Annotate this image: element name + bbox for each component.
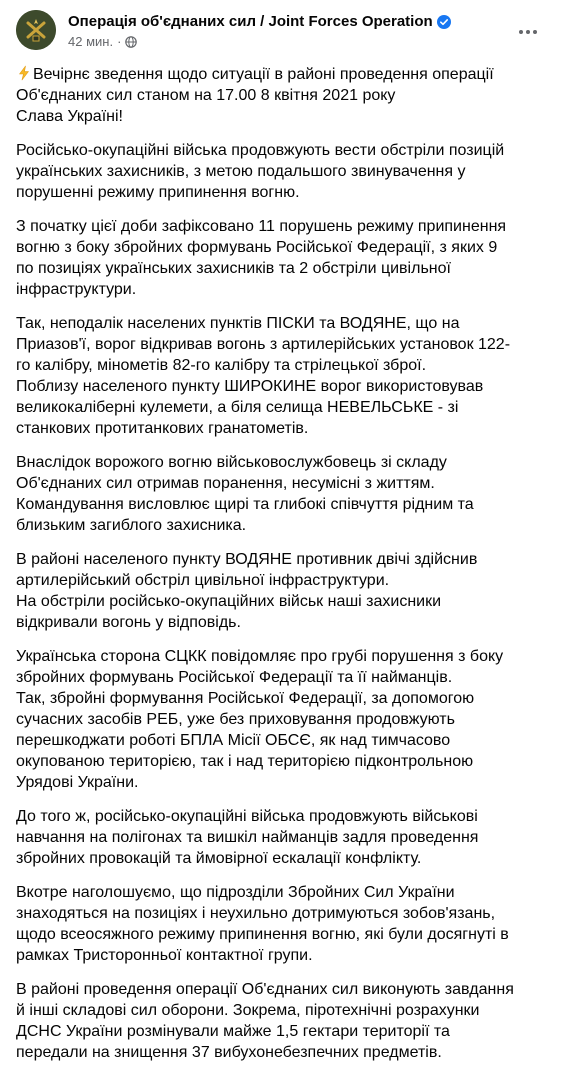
meta-separator: · <box>117 34 122 49</box>
line-text: знаходяться на позиціях і неухильно дотримуються зобов'язань, <box>16 905 496 922</box>
line-text: окупованою територією, так і над територією підконтрольною <box>16 753 474 770</box>
post-text <box>16 64 546 1063</box>
line-text: Об'єднаних сил станом на 17.00 8 квітня 2021 року <box>16 87 396 104</box>
post-paragraph <box>16 882 546 966</box>
line-text: рамках Тристоронньої контактної групи. <box>16 947 313 964</box>
paragraph-line <box>16 64 546 85</box>
line-text: перешкоджати роботі БПЛА Місії ОБСЄ, як над тимчасово <box>16 732 451 749</box>
post-paragraph <box>16 979 546 1063</box>
line-text: Вечірнє зведення щодо ситуації в районі проведення операції <box>33 66 494 83</box>
paragraph-line <box>16 646 546 667</box>
page-avatar[interactable] <box>16 10 56 50</box>
post-paragraph <box>16 140 546 203</box>
line-text: го калібру, мінометів 82-го калібру та стрілецької зброї. <box>16 357 427 374</box>
paragraph-line <box>16 709 546 730</box>
paragraph-line <box>16 313 546 334</box>
post-paragraph <box>16 216 546 300</box>
jfo-emblem-icon <box>16 10 56 50</box>
paragraph-line <box>16 216 546 237</box>
line-text: відкривали вогонь у відповідь. <box>16 614 241 631</box>
paragraph-line <box>16 85 546 106</box>
line-text: Слава Україні! <box>16 108 123 125</box>
line-text: Вкотре наголошуємо, що підрозділи Збройних Сил України <box>16 884 455 901</box>
paragraph-line <box>16 1021 546 1042</box>
paragraph-line <box>16 903 546 924</box>
line-text: На обстріли російсько-окупаційних військ наші захисники <box>16 593 442 610</box>
paragraph-line <box>16 772 546 793</box>
paragraph-line <box>16 667 546 688</box>
line-text: До того ж, російсько-окупаційні війська продовжують військові <box>16 808 478 825</box>
paragraph-line <box>16 237 546 258</box>
line-text: Урядові України. <box>16 774 139 791</box>
line-text: по позиціях українських захисників та 2 обстріли цивільної <box>16 260 451 277</box>
paragraph-line <box>16 730 546 751</box>
post-paragraph <box>16 452 546 536</box>
paragraph-line <box>16 827 546 848</box>
paragraph-line <box>16 140 546 161</box>
globe-icon[interactable] <box>125 36 137 48</box>
post-header <box>16 0 546 64</box>
paragraph-line <box>16 1042 546 1063</box>
more-options-button[interactable] <box>510 22 546 42</box>
post-timestamp[interactable]: 42 мин. <box>68 34 114 49</box>
paragraph-line <box>16 452 546 473</box>
line-text: станкових протитанкових гранатометів. <box>16 420 309 437</box>
verified-badge-icon <box>437 15 451 29</box>
lightning-bolt-icon <box>16 65 32 81</box>
post-paragraph <box>16 313 546 439</box>
paragraph-line <box>16 182 546 203</box>
page-name[interactable] <box>68 12 451 32</box>
paragraph-line <box>16 473 546 494</box>
line-text: Приазов'ї, ворог відкривав вогонь з артилерійських установок 122- <box>16 336 511 353</box>
post-paragraph <box>16 646 546 793</box>
paragraph-line <box>16 279 546 300</box>
line-text: З початку цієї доби зафіксовано 11 порушень режиму припинення <box>16 218 507 235</box>
paragraph-line <box>16 549 546 570</box>
line-text: інфраструктури. <box>16 281 137 298</box>
line-text: Об'єднаних сил отримав поранення, несумісні з життям. <box>16 475 435 492</box>
line-text: Українська сторона СЦКК повідомляє про грубі порушення з боку <box>16 648 504 665</box>
post-paragraph <box>16 806 546 869</box>
paragraph-line <box>16 355 546 376</box>
line-text: Російсько-окупаційні війська продовжують вести обстріли позицій <box>16 142 505 159</box>
line-text: Так, неподалік населених пунктів ПІСКИ та ВОДЯНЕ, що на <box>16 315 460 332</box>
paragraph-line <box>16 688 546 709</box>
paragraph-line <box>16 882 546 903</box>
line-text: сучасних засобів РЕБ, уже без приховування продовжують <box>16 711 455 728</box>
paragraph-line <box>16 570 546 591</box>
line-text: щодо всеосяжного режиму припинення вогню, які були досягнуті в <box>16 926 509 943</box>
paragraph-line <box>16 924 546 945</box>
line-text: навчання на полігонах та вишкіл найманців задля проведення <box>16 829 479 846</box>
line-text: близьким загиблого захисника. <box>16 517 247 534</box>
line-text: збройних формувань Російської Федерації та її найманців. <box>16 669 453 686</box>
paragraph-line <box>16 494 546 515</box>
paragraph-line <box>16 258 546 279</box>
line-text: вогню з боку збройних формувань Російської Федерації, з яких 9 <box>16 239 498 256</box>
paragraph-line <box>16 612 546 633</box>
line-text: збройних провокацій та ймовірної ескалації конфлікту. <box>16 850 422 867</box>
paragraph-line <box>16 806 546 827</box>
line-text: Поблизу населеного пункту ШИРОКИНЕ ворог використовував <box>16 378 484 395</box>
line-text: передали на знищення 37 вибухонебезпечних предметів. <box>16 1044 442 1061</box>
line-text: В районі населеного пункту ВОДЯНЕ противник двічі здійснив <box>16 551 478 568</box>
line-text: Так, збройні формування Російської Федерації, за допомогою <box>16 690 475 707</box>
line-text: В районі проведення операції Об'єднаних сил виконують завдання <box>16 981 514 998</box>
more-options-icon <box>519 30 537 34</box>
paragraph-line <box>16 1000 546 1021</box>
paragraph-line <box>16 334 546 355</box>
line-text: Командування висловлює щирі та глибокі співчуття рідним та <box>16 496 474 513</box>
line-text: порушенні режиму припинення вогню. <box>16 184 300 201</box>
page-name-text[interactable]: Операція об'єднаних сил / Joint Forces Operation <box>68 13 433 30</box>
paragraph-line <box>16 106 546 127</box>
paragraph-line <box>16 418 546 439</box>
paragraph-line <box>16 591 546 612</box>
paragraph-line <box>16 751 546 772</box>
paragraph-line <box>16 397 546 418</box>
line-text: артилерійський обстріл цивільної інфраструктури. <box>16 572 390 589</box>
post-meta <box>68 34 137 50</box>
post-paragraph <box>16 64 546 127</box>
paragraph-line <box>16 376 546 397</box>
line-text: Внаслідок ворожого вогню військовослужбовець зі складу <box>16 454 447 471</box>
paragraph-line <box>16 945 546 966</box>
paragraph-line <box>16 848 546 869</box>
line-text: й інші складові сил оборони. Зокрема, піротехнічні розрахунки <box>16 1002 480 1019</box>
paragraph-line <box>16 515 546 536</box>
paragraph-line <box>16 161 546 182</box>
line-text: українських захисників, з метою подальшого звинувачення у <box>16 163 466 180</box>
line-text: великокаліберні кулемети, а біля селища НЕВЕЛЬСЬКЕ - зі <box>16 399 459 416</box>
line-text: ДСНС України розмінували майже 1,5 гектари території та <box>16 1023 450 1040</box>
post-paragraph <box>16 549 546 633</box>
paragraph-line <box>16 979 546 1000</box>
